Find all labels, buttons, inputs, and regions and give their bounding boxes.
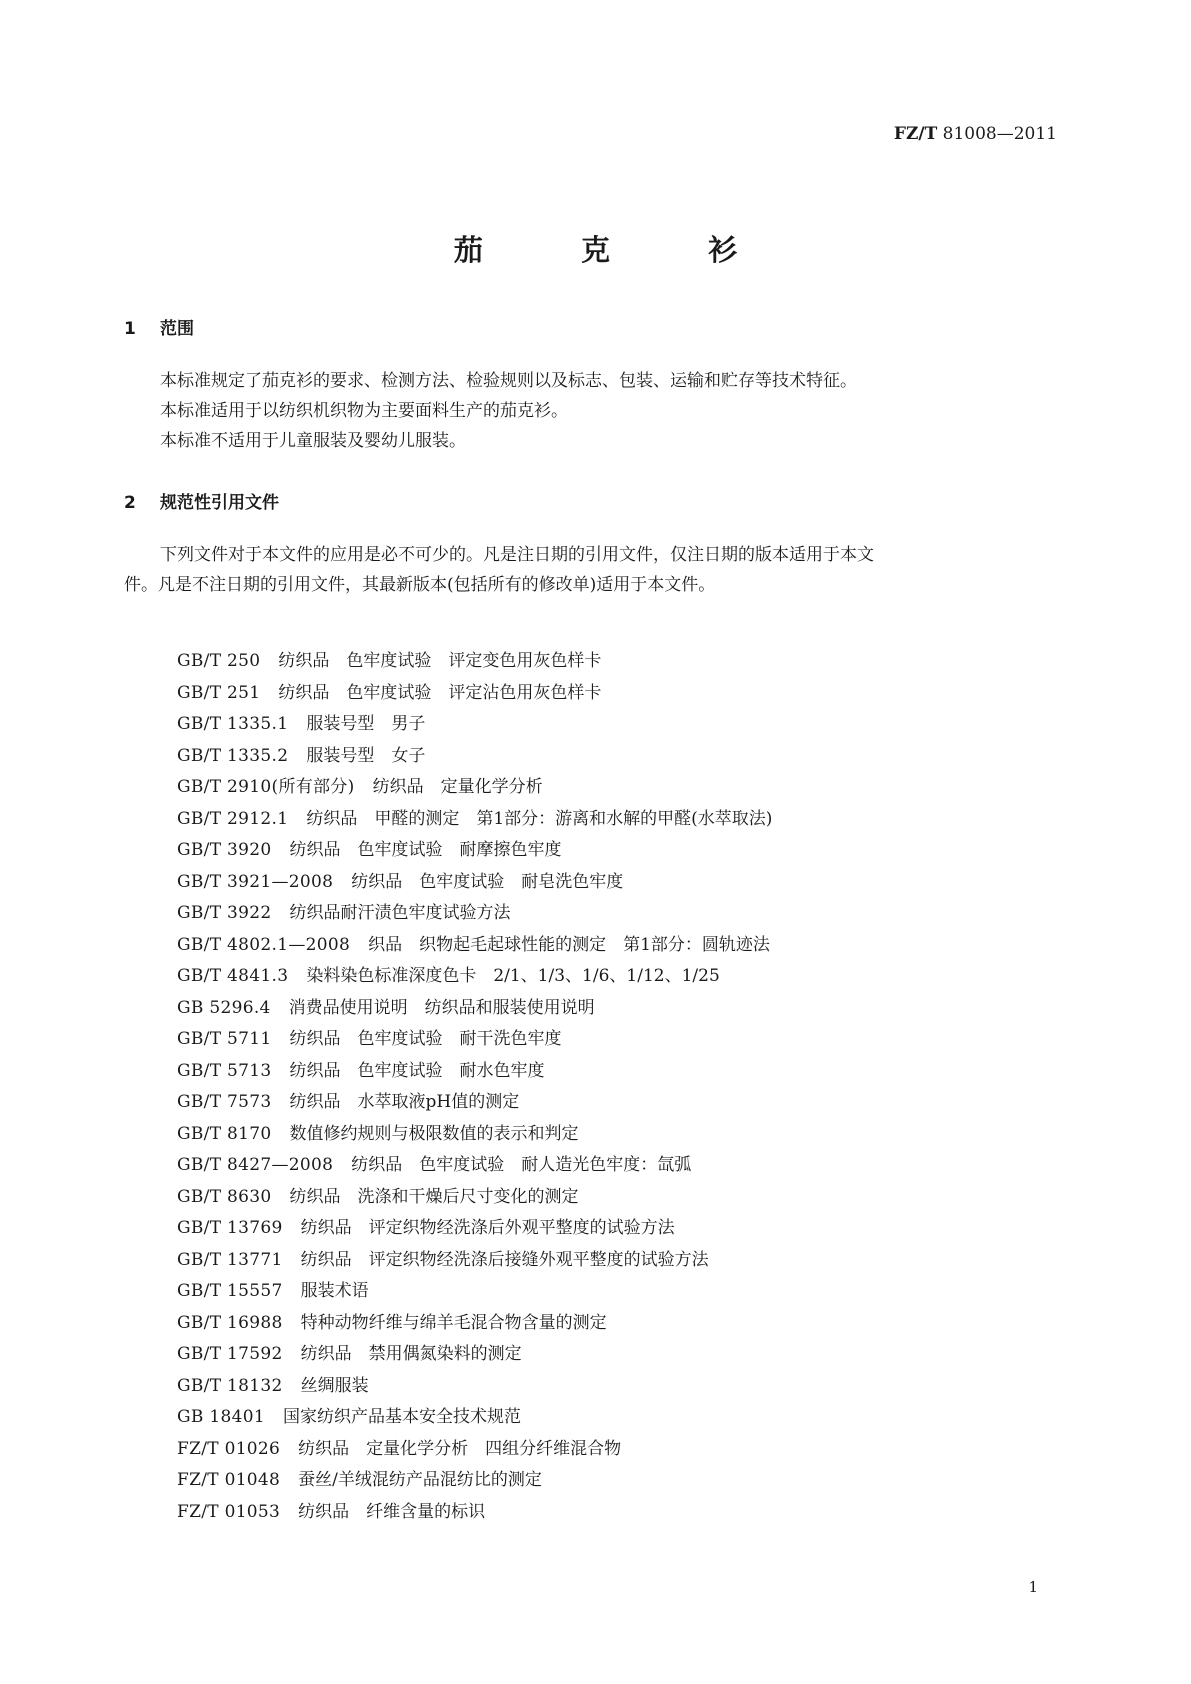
reference-item	[177, 930, 772, 962]
reference-title: 纺织品 纤维含量的标识	[298, 1501, 486, 1522]
reference-item	[177, 678, 772, 710]
reference-title: 服装号型 女子	[306, 745, 426, 766]
reference-code: GB/T 18132	[177, 1375, 283, 1396]
section-1-paragraph: 本标准适用于以纺织机织物为主要面料生产的茄克衫。	[160, 401, 568, 421]
reference-title: 纺织品 评定织物经洗涤后外观平整度的试验方法	[300, 1218, 675, 1238]
reference-title: 纺织品 水萃取液pH值的测定	[289, 1092, 520, 1112]
reference-item	[177, 898, 772, 930]
reference-code: FZ/T 01026	[177, 1438, 281, 1459]
reference-item	[177, 1339, 772, 1371]
section-2-heading	[124, 488, 279, 513]
reference-item	[177, 1087, 772, 1119]
document-title: 茄 克 衫	[453, 233, 782, 267]
reference-item	[177, 804, 772, 836]
reference-title: 纺织品 色牢度试验 评定沾色用灰色样卡	[278, 682, 602, 703]
reference-code: GB/T 13771	[177, 1249, 283, 1270]
reference-item	[177, 993, 772, 1025]
reference-title: 丝绸服装	[300, 1375, 369, 1396]
reference-item	[177, 772, 772, 804]
reference-code: GB/T 5713	[177, 1060, 272, 1081]
reference-title: 纺织品 定量化学分析	[372, 777, 543, 797]
reference-code: GB/T 3920	[177, 840, 272, 860]
reference-title: 特种动物纤维与绵羊毛混合物含量的测定	[300, 1312, 607, 1333]
reference-code: GB/T 17592	[177, 1344, 283, 1364]
section-2-intro-line: 件。凡是不注日期的引用文件，其最新版本(包括所有的修改单)适用于本文件。	[124, 575, 716, 595]
reference-title: 国家纺织产品基本安全技术规范	[282, 1407, 521, 1427]
reference-code: GB/T 2910(所有部分)	[177, 777, 355, 797]
reference-item	[177, 867, 772, 899]
reference-code: GB/T 8170	[177, 1123, 272, 1144]
reference-code: GB/T 3921—2008	[177, 871, 334, 892]
reference-code: GB 18401	[177, 1407, 265, 1427]
standard-code	[894, 124, 1057, 144]
section-1-paragraph: 本标准不适用于儿童服装及婴幼儿服装。	[160, 431, 466, 451]
reference-title: 纺织品 洗涤和干燥后尺寸变化的测定	[289, 1186, 579, 1207]
reference-item	[177, 741, 772, 773]
reference-code: GB/T 4802.1—2008	[177, 934, 351, 955]
section-1-heading	[124, 314, 194, 339]
section-2-title: 规范性引用文件	[160, 493, 279, 513]
reference-item	[177, 961, 772, 993]
reference-code: GB/T 1335.1	[177, 714, 289, 734]
reference-title: 纺织品 色牢度试验 评定变色用灰色样卡	[278, 651, 602, 671]
reference-code: GB/T 5711	[177, 1029, 272, 1049]
section-2-intro-line: 下列文件对于本文件的应用是必不可少的。凡是注日期的引用文件，仅注日期的版本适用于本文	[160, 545, 874, 565]
reference-code: GB/T 4841.3	[177, 966, 289, 986]
reference-code: GB/T 251	[177, 682, 261, 703]
reference-item	[177, 835, 772, 867]
reference-item	[177, 646, 772, 678]
reference-code: GB/T 16988	[177, 1312, 283, 1333]
reference-title: 纺织品 禁用偶氮染料的测定	[300, 1344, 522, 1364]
section-1-number: 1	[124, 319, 136, 339]
reference-item	[177, 1182, 772, 1214]
reference-code: GB/T 13769	[177, 1218, 283, 1238]
standard-code-prefix: FZ/T	[893, 124, 938, 144]
reference-code: GB/T 8427—2008	[177, 1155, 334, 1175]
reference-title: 织品 织物起毛起球性能的测定 第1部分：圆轨迹法	[368, 934, 770, 955]
reference-title: 染料染色标准深度色卡 2/1、1/3、1/6、1/12、1/25	[306, 966, 720, 986]
reference-item	[177, 1276, 772, 1308]
reference-item	[177, 709, 772, 741]
section-1-title: 范围	[160, 319, 194, 339]
reference-title: 纺织品耐汗渍色牢度试验方法	[289, 903, 511, 923]
section-2-number: 2	[124, 493, 136, 513]
reference-item	[177, 1213, 772, 1245]
page-number: 1	[1028, 1578, 1038, 1596]
section-1-paragraph: 本标准规定了茄克衫的要求、检测方法、检验规则以及标志、包装、运输和贮存等技术特征。	[160, 371, 857, 391]
reference-code: GB/T 8630	[177, 1186, 272, 1207]
reference-item	[177, 1308, 772, 1340]
reference-title: 纺织品 色牢度试验 耐皂洗色牢度	[351, 871, 624, 892]
reference-item	[177, 1150, 772, 1182]
reference-item	[177, 1402, 772, 1434]
reference-code: GB 5296.4	[177, 997, 271, 1018]
reference-item	[177, 1024, 772, 1056]
reference-item	[177, 1245, 772, 1277]
reference-title: 纺织品 色牢度试验 耐干洗色牢度	[289, 1029, 562, 1049]
reference-title: 纺织品 色牢度试验 耐摩擦色牢度	[289, 840, 562, 860]
reference-code: FZ/T 01053	[177, 1501, 281, 1522]
standard-code-number: 81008—2011	[942, 124, 1057, 144]
reference-item	[177, 1465, 772, 1497]
reference-code: GB/T 3922	[177, 903, 272, 923]
reference-code: GB/T 1335.2	[177, 745, 289, 766]
reference-item	[177, 1434, 772, 1466]
reference-list	[177, 646, 772, 1528]
reference-code: GB/T 2912.1	[177, 808, 289, 829]
reference-title: 数值修约规则与极限数值的表示和判定	[289, 1123, 579, 1144]
reference-title: 纺织品 定量化学分析 四组分纤维混合物	[298, 1438, 622, 1459]
section-2-intro	[124, 540, 1069, 600]
reference-title: 纺织品 色牢度试验 耐人造光色牢度：氙弧	[351, 1155, 692, 1175]
reference-title: 服装号型 男子	[306, 714, 426, 734]
reference-code: GB/T 15557	[177, 1281, 283, 1301]
reference-title: 纺织品 甲醛的测定 第1部分：游离和水解的甲醛(水萃取法)	[306, 808, 773, 829]
reference-title: 纺织品 色牢度试验 耐水色牢度	[289, 1060, 545, 1081]
reference-title: 服装术语	[300, 1281, 369, 1301]
reference-item	[177, 1119, 772, 1151]
reference-code: GB/T 250	[177, 651, 261, 671]
reference-title: 蚕丝/羊绒混纺产品混纺比的测定	[298, 1470, 542, 1490]
reference-code: GB/T 7573	[177, 1092, 272, 1112]
reference-title: 消费品使用说明 纺织品和服装使用说明	[288, 997, 595, 1018]
reference-item	[177, 1371, 772, 1403]
reference-item	[177, 1497, 772, 1529]
reference-title: 纺织品 评定织物经洗涤后接缝外观平整度的试验方法	[300, 1249, 709, 1270]
reference-item	[177, 1056, 772, 1088]
reference-code: FZ/T 01048	[177, 1470, 281, 1490]
section-1-body	[124, 366, 1069, 456]
